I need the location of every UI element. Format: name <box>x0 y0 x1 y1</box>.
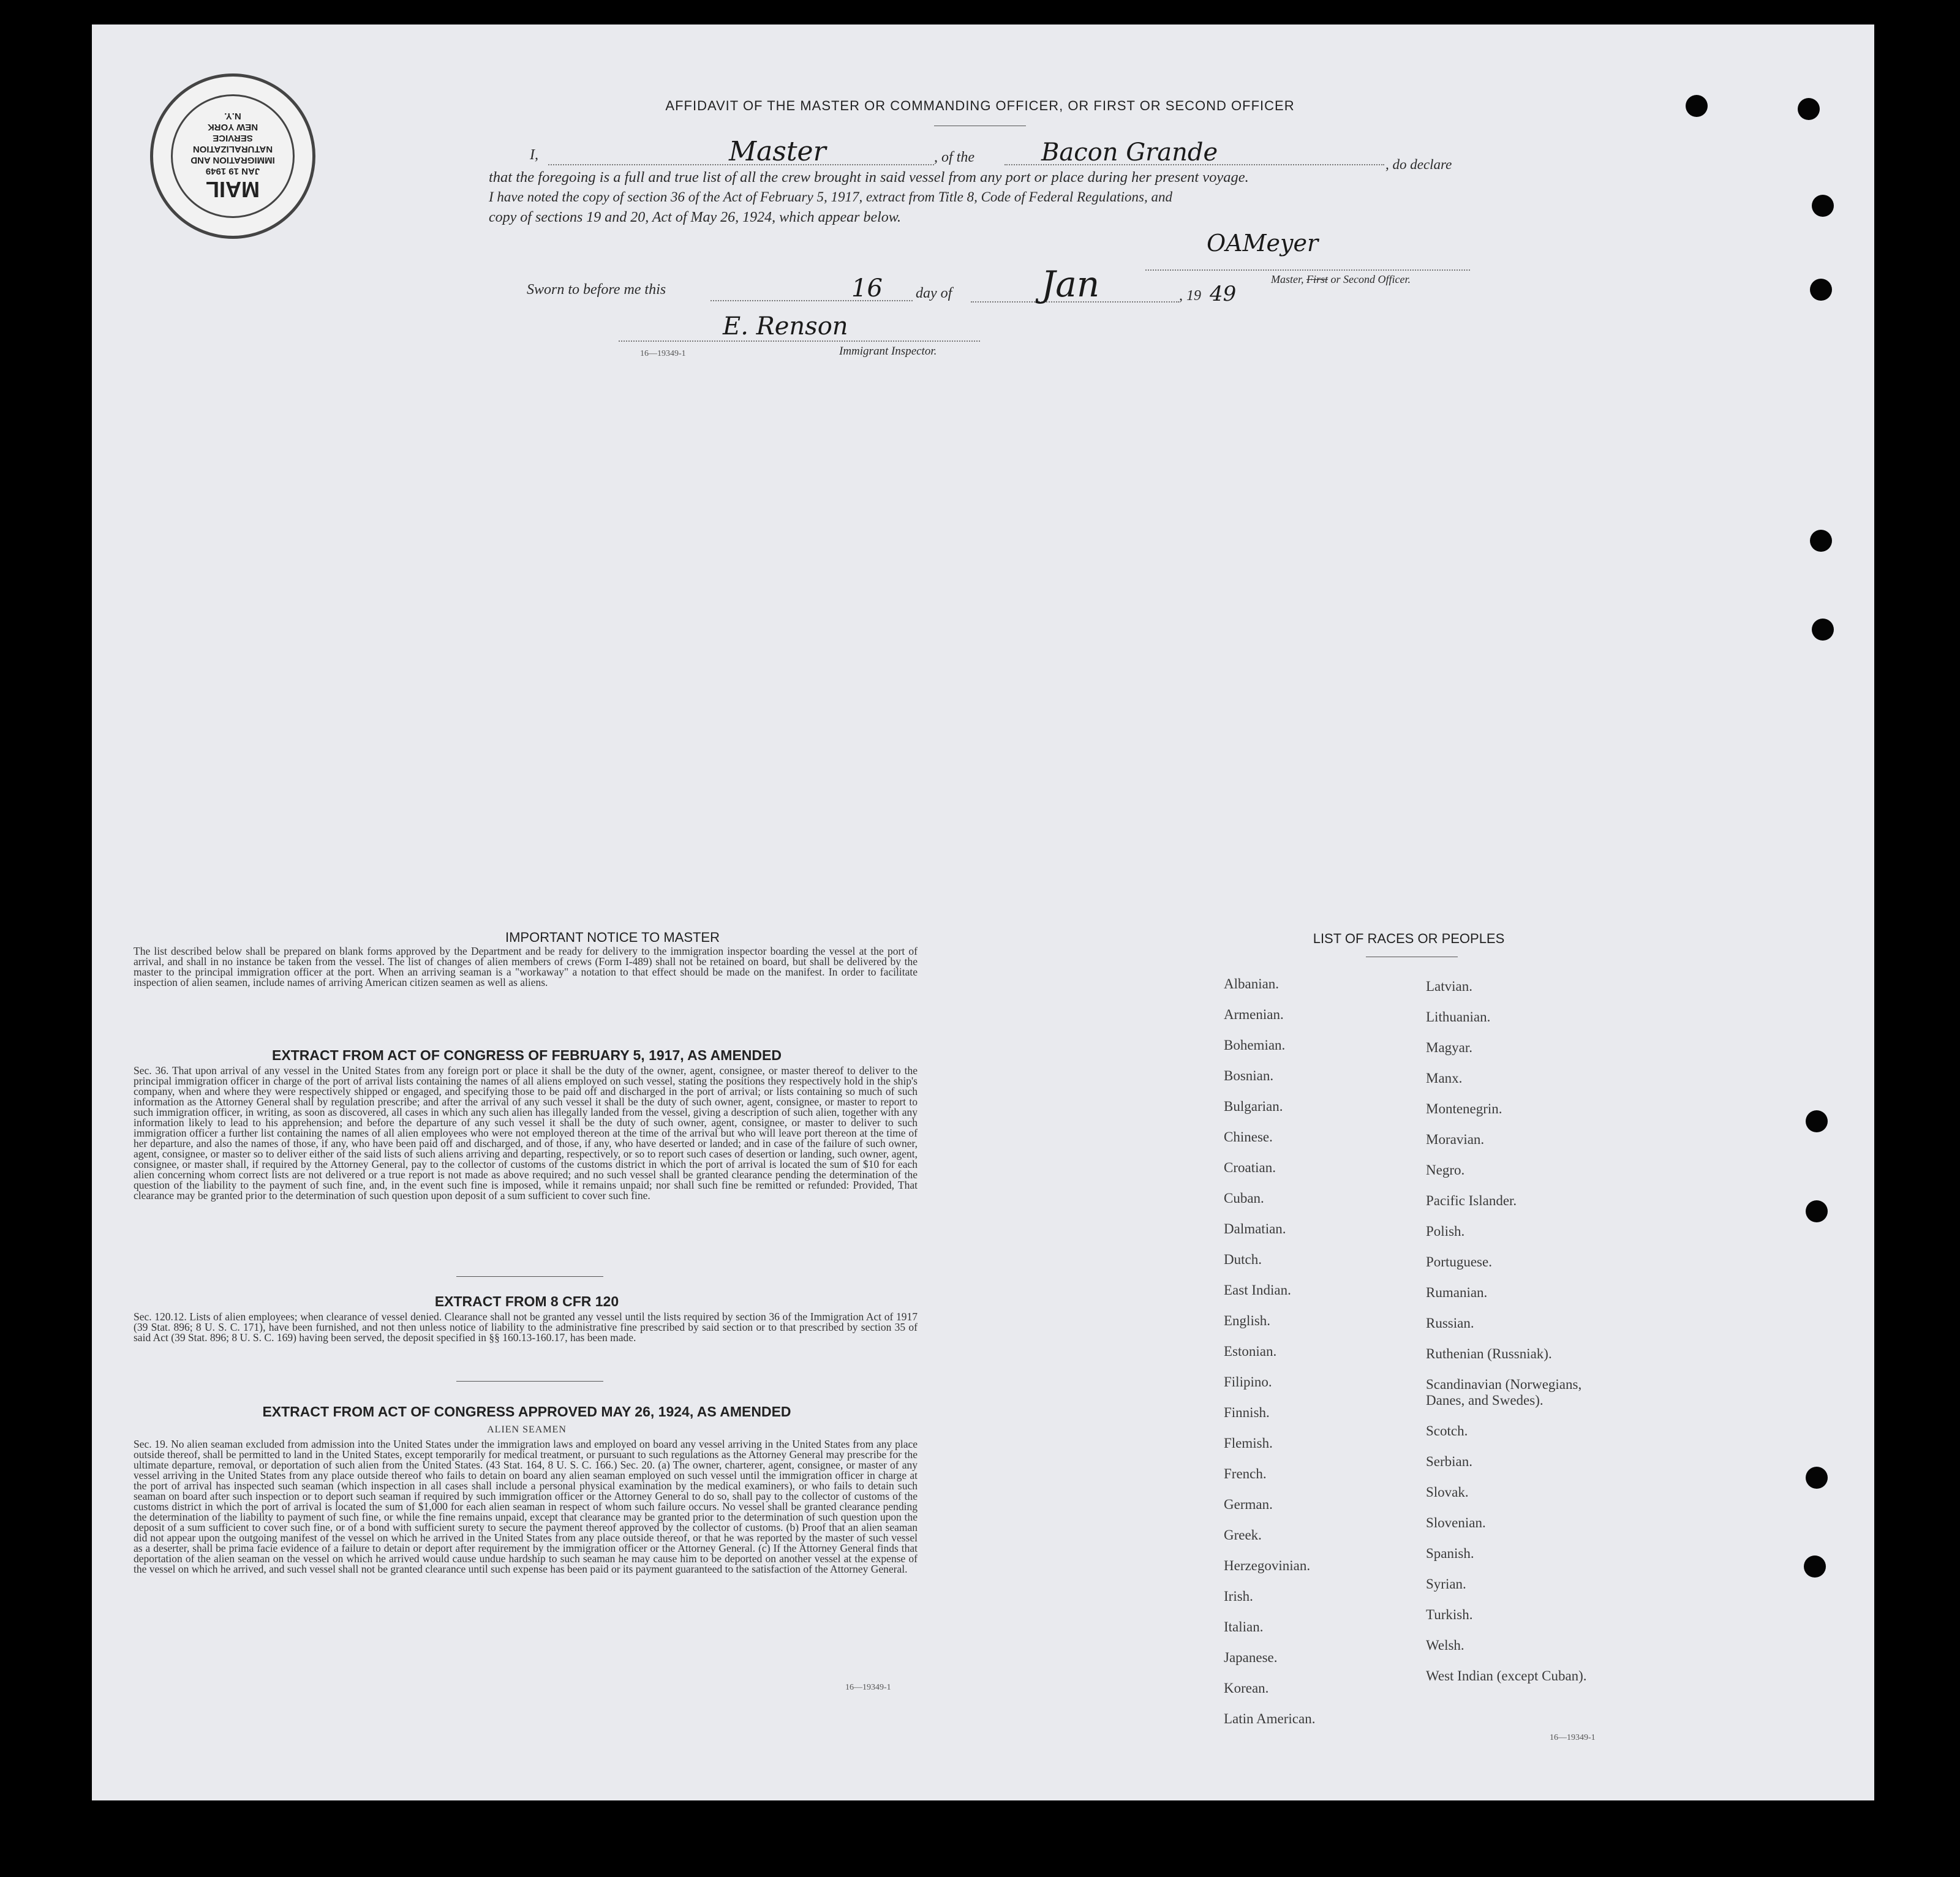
race-item: Filipino. <box>1224 1374 1272 1390</box>
race-item: Spanish. <box>1426 1546 1474 1561</box>
race-item: Dutch. <box>1224 1252 1262 1267</box>
affidavit-title: AFFIDAVIT OF THE MASTER OR COMMANDING OFFICER, OR FIRST OR SECOND OFFICER <box>665 98 1295 113</box>
race-item: Polish. <box>1426 1224 1465 1239</box>
affidavit-body-3: copy of sections 19 and 20, Act of May 26, 1924, which appear below. <box>489 209 902 225</box>
of-the-label: , of the <box>934 149 974 165</box>
race-item: English. <box>1224 1313 1271 1328</box>
race-item: French. <box>1224 1466 1267 1481</box>
rank-handwriting: Master <box>729 136 826 167</box>
extract1-divider <box>456 1276 603 1277</box>
race-item: Manx. <box>1426 1070 1463 1086</box>
race-item: Slovak. <box>1426 1484 1469 1500</box>
race-item: Welsh. <box>1426 1638 1464 1653</box>
races-title: LIST OF RACES OR PEOPLES <box>1313 931 1505 946</box>
punch-hole <box>1804 1555 1826 1578</box>
inspector-caption: Immigrant Inspector. <box>839 345 937 358</box>
race-item: Turkish. <box>1426 1607 1473 1622</box>
race-item: Ruthenian (Russniak). <box>1426 1346 1552 1361</box>
stamp-office-3: SERVICE <box>213 133 253 143</box>
affidavit-intro: I, <box>530 147 538 163</box>
officer-caption <box>1271 273 1411 286</box>
race-item: Korean. <box>1224 1680 1269 1696</box>
officer-signature: OAMeyer <box>1207 230 1319 257</box>
vessel-handwriting: Bacon Grande <box>1041 138 1218 167</box>
notice-text: The list described below shall be prepared on blank forms approved by the Department and be ready for delivery to the immigration inspector boarding the vessel at the port of arrival, and shall in no instance be taken from the vessel. The list of changes of alien members of crews (Form I-489) shall not be retained on board, but shall be delivered by the master to the principal immigration officer at the port. When an arriving seaman is a "workaway" a notation to that effect should be made on the manifest. In order to facilitate inspection of alien seamen, include names of arriving American citizen seamen as well as aliens. <box>134 945 918 988</box>
year-handwriting: 49 <box>1210 282 1237 306</box>
punch-hole <box>1812 195 1834 217</box>
race-item: East Indian. <box>1224 1282 1291 1298</box>
race-item: Lithuanian. <box>1426 1009 1491 1025</box>
month-handwriting: Jan <box>1041 263 1100 305</box>
inspector-signature-line <box>619 340 980 342</box>
extract1-text: Sec. 36. That upon arrival of any vessel in the United States from any foreign port or place it shall be the duty of the owner, agent, consignee, or master thereof to deliver to the principal immigration officer in charge of the port of arrival lists containing the names of all aliens employed on such vessel, stating the positions they respectively hold in the ship's company, when and where they were respectively shipped or engaged, and specifying those to be paid off and discharged in the port of arrival; or lists containing so much of such information as the Attorney General shall by regulation prescribe; and after the arrival of any such vessel it shall be the duty of such owner, agent, consignee, or master to report to such immigration officer, in writing, as soon as discovered, all cases in which any such alien has illegally landed from the vessel, giving a description of such alien, together with any information likely to lead to his apprehension; and before the departure of any such vessel it shall be the duty of such owner, agent, consignee, or master to deliver to such immigration officer a further list containing the names of all alien employees who were not employed thereon at the time of the arrival but who will leave port thereon at the time of her departure, and also the names of those, if any, who have been paid off and discharged, and of those, if any, who have deserted or landed; and in case of the failure of such owner, agent, consignee, or master so to deliver either of the said lists of such aliens arriving and departing, respectively, or so to report such cases of desertion or landing, such owner, agent, consignee, or master shall, if required by the Attorney General, pay to the collector of customs of the customs district in which the port of arrival is located the sum of $10 for each alien concerning whom correct lists are not delivered or a true report is not made as above required; and no such vessel shall be granted clearance pending the determination of the question of the liability to the payment of such fine, and, in the event such fine is imposed, while it remains unpaid; nor shall such fine be remitted or refunded: Provided, That clearance may be granted prior to the determination of such question upon deposit of a sum sufficient to cover such fine. <box>134 1064 918 1202</box>
stamp-office-5: N.Y. <box>224 111 241 121</box>
race-item: Chinese. <box>1224 1129 1273 1145</box>
race-item: Croatian. <box>1224 1160 1276 1175</box>
punch-hole <box>1810 279 1832 301</box>
stamp-office-1: IMMIGRATION AND <box>190 155 275 165</box>
race-item: Montenegrin. <box>1426 1101 1502 1116</box>
race-item: Rumanian. <box>1426 1285 1488 1300</box>
extract2-text: Sec. 120.12. Lists of alien employees; when clearance of vessel denied. Clearance shall not be granted any vessel until the lists required by section 36 of the Immigration Act of 1917 (39 Stat. 896; 8 U. S. C. 171), have been furnished, and not then unless notice of liability to the administrative fine prescribed by said section or to that prescribed by section 35 of said Act (39 Stat. 896; 8 U. S. C. 169) having been served, the deposit specified in §§ 160.13-160.17, has been made. <box>134 1311 918 1344</box>
received-stamp <box>150 73 315 239</box>
race-item: Scandinavian (Norwegians, <box>1426 1377 1582 1392</box>
extract2-divider <box>456 1381 603 1382</box>
race-item: Moravian. <box>1426 1132 1485 1147</box>
officer-caption-second: or Second Officer. <box>1330 273 1411 285</box>
day-handwriting: 16 <box>851 274 883 303</box>
day-of-label: day of <box>916 285 952 301</box>
race-item: Bohemian. <box>1224 1037 1286 1053</box>
officer-caption-first: First <box>1306 273 1329 285</box>
sworn-label: Sworn to before me this <box>527 282 666 298</box>
extract1-title: EXTRACT FROM ACT OF CONGRESS OF FEBRUARY 5, 1917, AS AMENDED <box>272 1047 782 1063</box>
race-item: Bulgarian. <box>1224 1099 1283 1114</box>
extract3-title: EXTRACT FROM ACT OF CONGRESS APPROVED MAY 26, 1924, AS AMENDED <box>262 1404 791 1420</box>
race-item: Herzegovinian. <box>1224 1558 1311 1573</box>
race-item: Pacific Islander. <box>1426 1193 1517 1208</box>
punch-hole <box>1686 95 1708 117</box>
affidavit-body-2: I have noted the copy of section 36 of the Act of February 5, 1917, extract from Title 8, Code of Federal Regulations, and <box>489 189 1172 205</box>
race-item: Bosnian. <box>1224 1068 1274 1083</box>
race-item: Albanian. <box>1224 976 1280 991</box>
race-item: Greek. <box>1224 1527 1262 1543</box>
do-declare-label: , do declare <box>1385 157 1452 172</box>
race-item: West Indian (except Cuban). <box>1426 1668 1587 1683</box>
race-item: Japanese. <box>1224 1650 1278 1665</box>
race-item: Cuban. <box>1224 1191 1264 1206</box>
race-item: Scotch. <box>1426 1423 1468 1439</box>
punch-hole <box>1806 1200 1828 1222</box>
race-item: Latin American. <box>1224 1711 1316 1726</box>
notice-form-number: 16—19349-1 <box>845 1683 891 1692</box>
race-item: Magyar. <box>1426 1040 1473 1055</box>
inspector-signature: E. Renson <box>723 312 848 340</box>
punch-hole <box>1806 1110 1828 1132</box>
stamp-inner-ring <box>171 94 295 218</box>
race-item: Irish. <box>1224 1589 1253 1604</box>
race-item: Latvian. <box>1426 979 1472 994</box>
race-item: Estonian. <box>1224 1344 1277 1359</box>
stamp-office-2: NATURALIZATION <box>192 144 273 154</box>
punch-hole <box>1810 530 1832 552</box>
race-item: Negro. <box>1426 1162 1465 1178</box>
officer-caption-master: Master, <box>1271 273 1304 285</box>
race-item: German. <box>1224 1497 1273 1512</box>
race-item: Syrian. <box>1426 1576 1466 1592</box>
punch-hole <box>1812 619 1834 641</box>
race-item: Finnish. <box>1224 1405 1270 1420</box>
punch-hole <box>1806 1467 1828 1489</box>
race-item: Serbian. <box>1426 1454 1473 1469</box>
year-prefix: , 19 <box>1179 288 1201 304</box>
extract2-title: EXTRACT FROM 8 CFR 120 <box>434 1293 619 1309</box>
stamp-mail-text: MAIL <box>206 177 260 202</box>
extract3-subtitle: ALIEN SEAMEN <box>487 1424 567 1435</box>
extract3-text: Sec. 19. No alien seaman excluded from admission into the United States under the immigration laws and employed on board any vessel arriving in the United States from any place outside thereof, shall be permitted to land in the United States, except temporarily for medical treatment, or pursuant to such regulations as the Attorney General may prescribe for the ultimate departure, removal, or deportation of such alien from the United States. (43 Stat. 164, 8 U. S. C. 166.) Sec. 20. (a) The owner, charterer, agent, consignee, or master of any vessel arriving in the United States from any place outside thereof who fails to detain on board any alien seaman employed on such vessel until the immigration officer in charge at the port of arrival has inspected such seaman (which inspection in all cases shall include a personal physical examination by the medical examiners), or who fails to detain such seaman on board after such inspection or to deport such seaman if required by such immigration officer or the Attorney General to do so, shall pay to the collector of customs of the customs district in which the port of arrival is located the sum of $1,000 for each alien seaman in respect of whom such failure occurs. No vessel shall be granted clearance pending the determination of the liability to payment of such fine, or while the fine remains unpaid, except that clearance may be granted prior to the determination of such question upon the deposit of a sum sufficient to cover such fine, or of a bond with sufficient surety to secure the payment thereof approved by the collector of customs. (b) Proof that an alien seaman did not appear upon the outgoing manifest of the vessel on which he arrived in the United States from any place outside thereof, or that he was reported by the master of such vessel as a deserter, shall be prima facie evidence of a failure to detain or deport after requirement by the immigration officer or the Attorney General. (c) If the Attorney General finds that deportation of the alien seaman on the vessel on which he arrived would cause undue hardship to such seaman he may cause him to be deported on another vessel at the expense of the vessel on which he arrived, and such vessel shall not be granted clearance until such expense has been paid or its payment guaranteed to the satisfaction of the Attorney General. <box>134 1438 918 1575</box>
stamp-date: JAN 19 1949 <box>205 166 260 176</box>
races-form-number: 16—19349-1 <box>1550 1733 1596 1742</box>
affidavit-form-number: 16—19349-1 <box>640 349 686 358</box>
race-item: Slovenian. <box>1426 1515 1486 1530</box>
race-item: Italian. <box>1224 1619 1264 1634</box>
stamp-office-4: NEW YORK <box>207 122 258 132</box>
race-item: Danes, and Swedes). <box>1426 1393 1544 1408</box>
notice-title: IMPORTANT NOTICE TO MASTER <box>505 930 720 945</box>
race-item: Dalmatian. <box>1224 1221 1286 1236</box>
affidavit-body-1: that the foregoing is a full and true list of all the crew brought in said vessel from any port or place during her present voyage. <box>489 169 1249 186</box>
race-item: Portuguese. <box>1426 1254 1492 1270</box>
race-item: Armenian. <box>1224 1007 1284 1022</box>
race-item: Flemish. <box>1224 1435 1273 1451</box>
race-item: Russian. <box>1426 1315 1474 1331</box>
officer-signature-line <box>1145 269 1470 271</box>
punch-hole <box>1798 98 1820 120</box>
